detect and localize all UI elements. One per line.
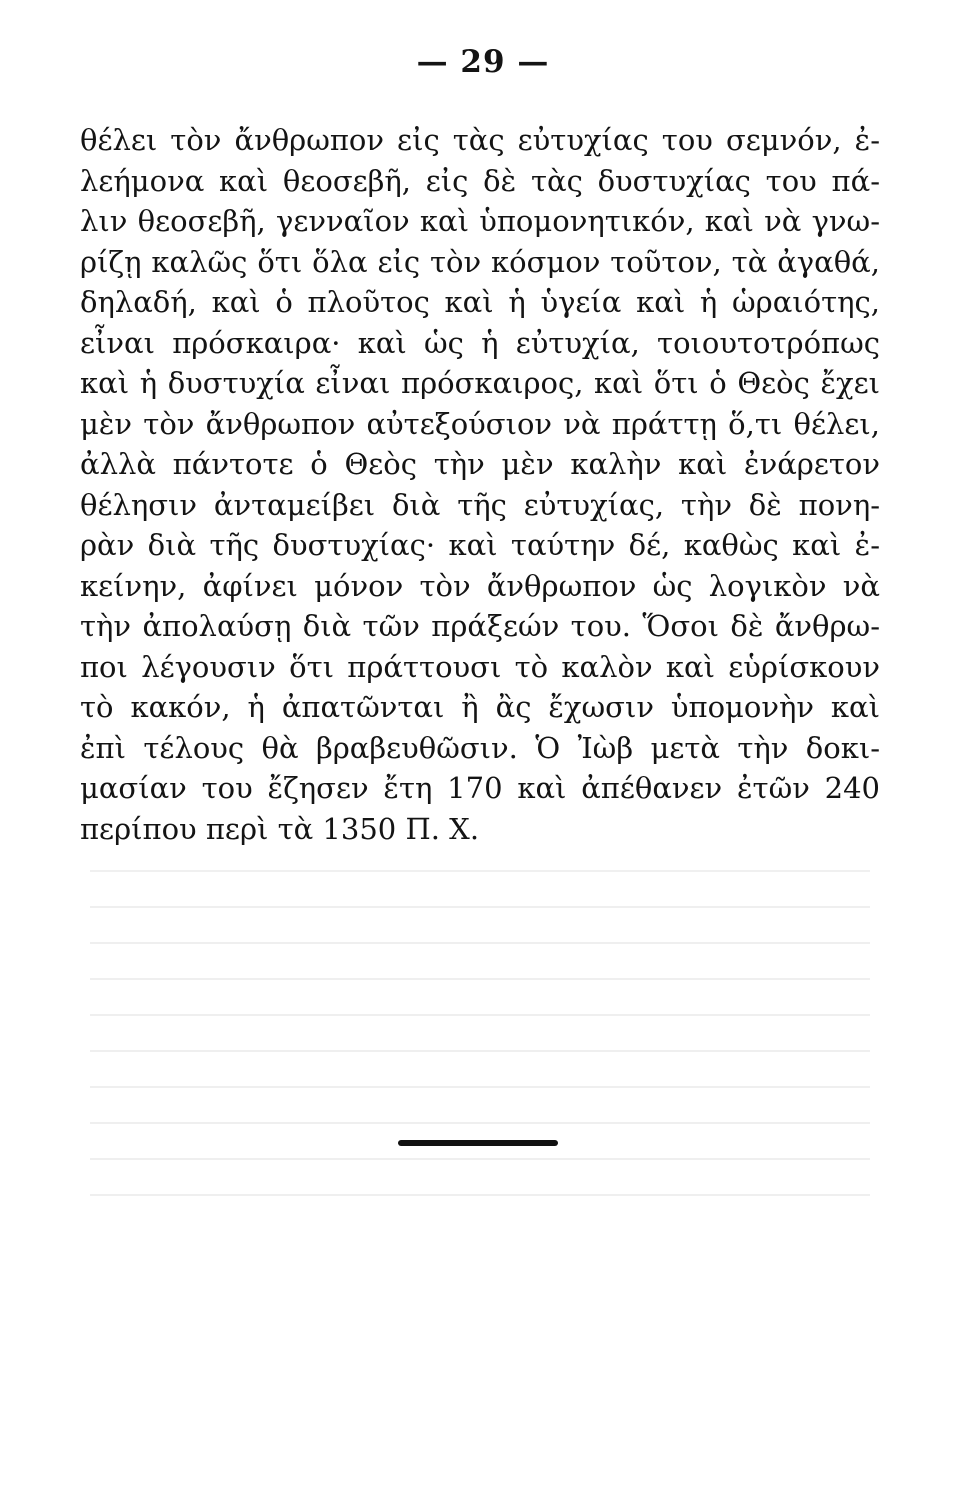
text-line-12: κείνην, ἀφίνει μόνον τὸν ἄνθρωπον ὡς λογικὸν νὰ	[80, 568, 880, 603]
text-line-14: ποι λέγουσιν ὅτι πράττουσι τὸ καλὸν καὶ εὑρίσκουν	[80, 649, 880, 684]
text-line-6: εἶναι πρόσκαιρα· καὶ ὡς ἡ εὐτυχία, τοιουτοτρόπως	[80, 325, 880, 360]
text-line-1: θέλει τὸν ἄνθρωπον εἰς τὰς εὐτυχίας του σεμνόν, ἐ-	[80, 123, 880, 157]
text-line-11: ρὰν διὰ τῆς δυστυχίας· καὶ ταύτην δέ, καθὼς καὶ ἐ-	[80, 528, 880, 562]
text-line-13: τὴν ἀπολαύσῃ διὰ τῶν πράξεών του. Ὅσοι δὲ ἄνθρω-	[80, 609, 880, 643]
page-number: — 29 —	[416, 44, 550, 80]
text-line-18: περίπου περὶ τὰ 1350 Π. Χ.	[80, 811, 480, 846]
text-line-8: μὲν τὸν ἄνθρωπον αὐτεξούσιον νὰ πράττῃ ὅ,τι θέλει,	[80, 406, 880, 441]
text-line-5: δηλαδή, καὶ ὁ πλοῦτος καὶ ἡ ὑγεία καὶ ἡ ὡραιότης,	[80, 285, 880, 319]
text-line-7: καὶ ἡ δυστυχία εἶναι πρόσκαιρος, καὶ ὅτι ὁ Θεὸς ἔχει	[80, 366, 880, 400]
show-through-texture	[90, 870, 870, 1250]
text-line-9: ἀλλὰ πάντοτε ὁ Θεὸς τὴν μὲν καλὴν καὶ ἐνάρετον	[80, 447, 880, 481]
text-line-17: μασίαν του ἔζησεν ἔτη 170 καὶ ἀπέθανεν ἐτῶν 240	[80, 771, 880, 805]
text-line-3: λιν θεοσεβῆ, γενναῖον καὶ ὑπομονητικόν, καὶ νὰ γνω-	[80, 204, 880, 238]
section-separator-rule	[398, 1140, 558, 1146]
text-line-15: τὸ κακόν, ἡ ἀπατῶνται ἢ ἂς ἔχωσιν ὑπομονὴν καὶ	[80, 690, 880, 724]
text-line-16: ἐπὶ τέλους θὰ βραβευθῶσιν. Ὁ Ἰὼβ μετὰ τὴν δοκι-	[80, 730, 880, 765]
body-text	[80, 120, 880, 849]
text-line-10: θέλησιν ἀνταμείβει διὰ τῆς εὐτυχίας, τὴν δὲ πονη-	[80, 487, 880, 522]
text-line-4: ρίζῃ καλῶς ὅτι ὅλα εἰς τὸν κόσμον τοῦτον, τὰ ἀγαθά,	[80, 244, 880, 279]
text-line-2: λεήμονα καὶ θεοσεβῆ, εἰς δὲ τὰς δυστυχίας του πά-	[80, 163, 880, 198]
